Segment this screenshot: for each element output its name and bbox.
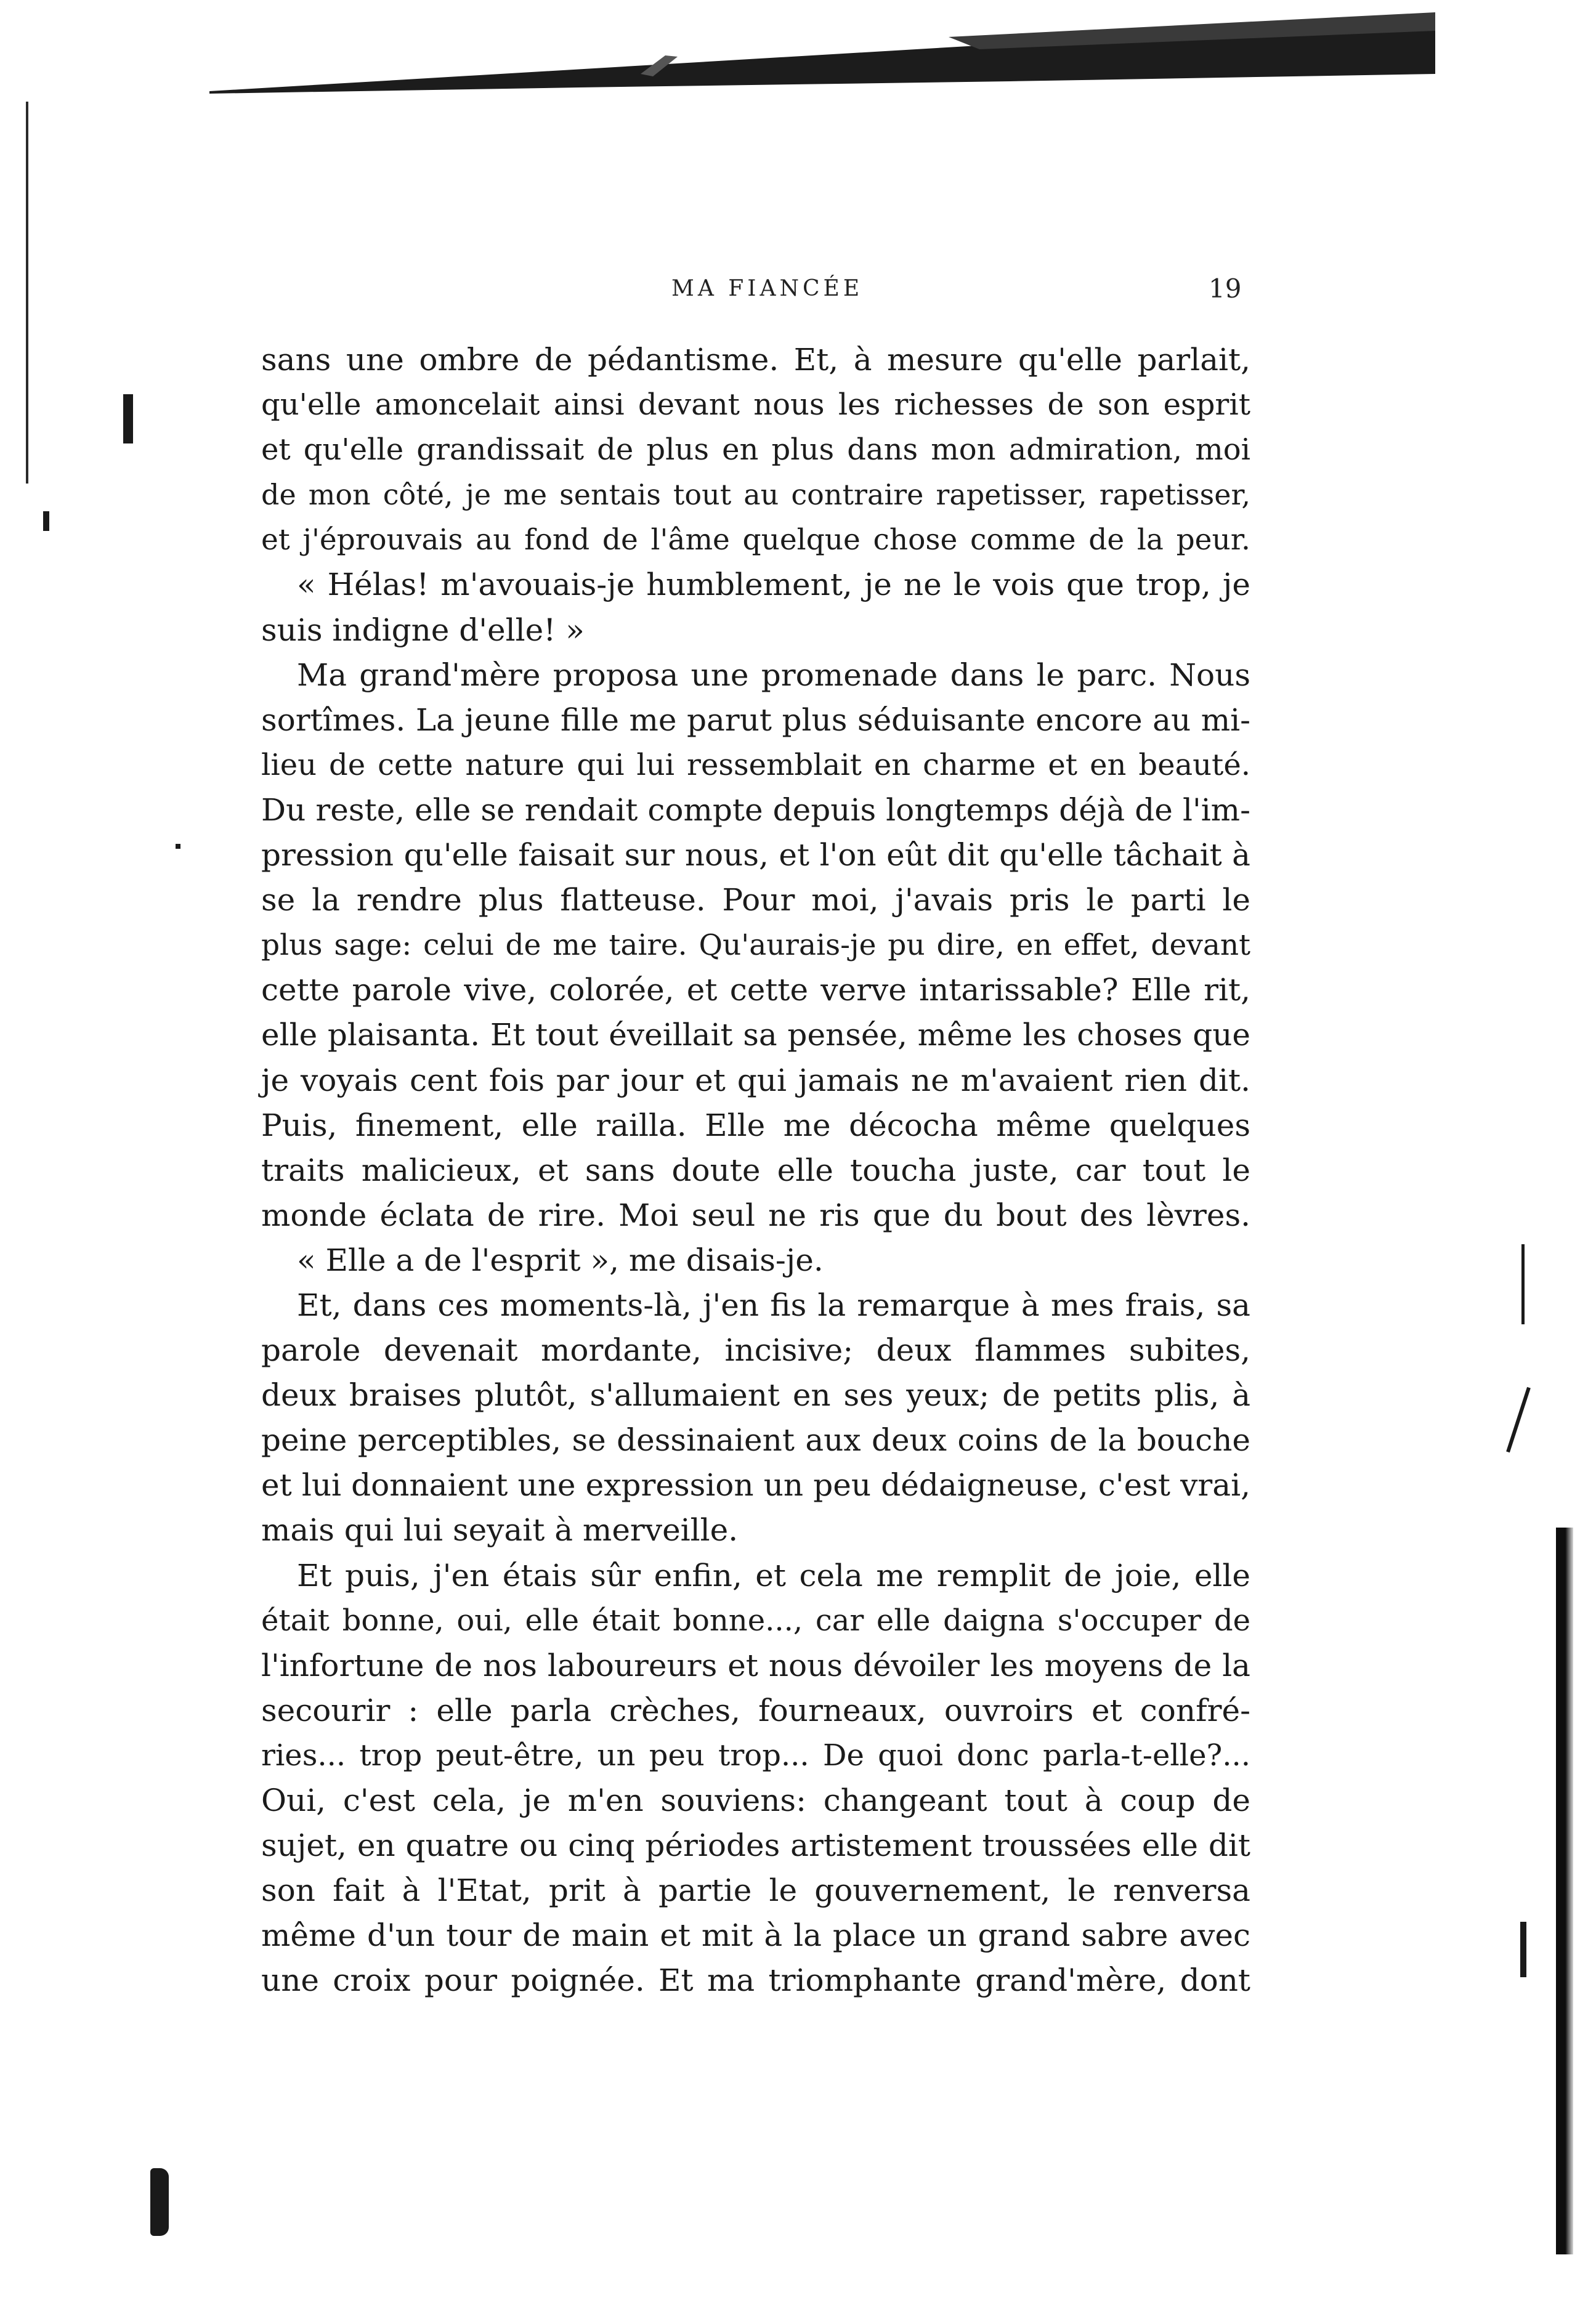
text-line: une croix pour poignée. Et ma triomphante grand'mère, dont [261, 1962, 1250, 1999]
text-line: monde éclata de rire. Moi seul ne ris que du bout des lèvres. [261, 1197, 1250, 1233]
text-line: ries... trop peut-être, un peu trop... De quoi donc parla-t-elle?... [261, 1738, 1250, 1773]
text-line: mais qui lui seyait à merveille. [261, 1512, 739, 1549]
scan-left-mark [43, 511, 49, 531]
scan-top-smudge [209, 12, 1435, 105]
text-line: et lui donnaient une expression un peu dédaigneuse, c'est vrai, [261, 1467, 1250, 1504]
text-line: son fait à l'Etat, prit à partie le gouvernement, le renversa [261, 1873, 1250, 1909]
text-line: Du reste, elle se rendait compte depuis longtemps déjà de l'im- [261, 792, 1250, 828]
text-line: secourir : elle parla crèches, fourneaux, ouvroirs et confré- [261, 1692, 1250, 1728]
scan-left-mark [176, 844, 180, 849]
text-line: suis indigne d'elle! » [261, 612, 585, 648]
text-line: elle plaisanta. Et tout éveillait sa pensée, même les choses que [261, 1017, 1250, 1053]
text-line: sortîmes. La jeune fille me parut plus séduisante encore au mi- [261, 702, 1250, 738]
text-line: je voyais cent fois par jour et qui jamais ne m'avaient rien dit. [261, 1062, 1250, 1098]
text-line: se la rendre plus flatteuse. Pour moi, j'avais pris le parti le [261, 882, 1250, 918]
text-line: qu'elle amoncelait ainsi devant nous les richesses de son esprit [261, 387, 1250, 423]
text-line: et j'éprouvais au fond de l'âme quelque chose comme de la peur. [261, 523, 1250, 557]
text-line: lieu de cette nature qui lui ressemblait en charme et en beauté. [261, 747, 1250, 782]
scan-right-mark [1521, 1244, 1525, 1324]
text-line: Ma grand'mère proposa une promenade dans le parc. Nous [297, 657, 1250, 693]
text-line: et qu'elle grandissait de plus en plus dans mon admiration, moi [261, 432, 1250, 468]
text-line: Et puis, j'en étais sûr enfin, et cela me remplit de joie, elle [297, 1557, 1250, 1593]
scan-right-mark [1520, 1922, 1526, 1977]
running-head [0, 273, 1596, 313]
scan-right-edge-bar [1556, 1528, 1573, 2254]
scan-left-mark [150, 2168, 169, 2236]
text-line: peine perceptibles, se dessinaient aux deux coins de la bouche [261, 1422, 1250, 1459]
text-line: Puis, finement, elle railla. Elle me décocha même quelques [261, 1107, 1250, 1143]
text-line: Et, dans ces moments-là, j'en fis la remarque à mes frais, sa [297, 1287, 1250, 1323]
text-line: traits malicieux, et sans doute elle toucha juste, car tout le [261, 1152, 1250, 1188]
text-line: sujet, en quatre ou cinq périodes artistement troussées elle dit [261, 1828, 1250, 1864]
text-line: pression qu'elle faisait sur nous, et l'on eût dit qu'elle tâchait à [261, 837, 1250, 873]
running-head-title: MA FIANCÉE [671, 276, 864, 301]
text-line: même d'un tour de main et mit à la place un grand sabre avec [261, 1917, 1250, 1954]
text-line: sans une ombre de pédantisme. Et, à mesure qu'elle parlait, [261, 342, 1250, 378]
text-line: « Hélas! m'avouais-je humblement, je ne le vois que trop, je [297, 567, 1250, 603]
text-line: parole devenait mordante, incisive; deux flammes subites, [261, 1332, 1250, 1369]
text-line: cette parole vive, colorée, et cette verve intarissable? Elle rit, [261, 972, 1250, 1008]
text-line: « Elle a de l'esprit », me disais-je. [297, 1242, 824, 1278]
scan-right-mark [1506, 1387, 1531, 1452]
text-line: Oui, c'est cela, je m'en souviens: changeant tout à coup de [261, 1783, 1250, 1818]
page-number: 19 [1209, 273, 1242, 304]
text-line: plus sage: celui de me taire. Qu'aurais-je pu dire, en effet, devant [261, 928, 1250, 963]
text-line: était bonne, oui, elle était bonne..., car elle daigna s'occuper de [261, 1603, 1250, 1638]
body-text [261, 338, 1250, 2003]
text-line: deux braises plutôt, s'allumaient en ses yeux; de petits plis, à [261, 1377, 1250, 1414]
text-line: de mon côté, je me sentais tout au contraire rapetisser, rapetisser, [261, 478, 1250, 512]
text-line: l'infortune de nos laboureurs et nous dévoiler les moyens de la [261, 1647, 1250, 1683]
scan-left-mark [123, 394, 133, 443]
